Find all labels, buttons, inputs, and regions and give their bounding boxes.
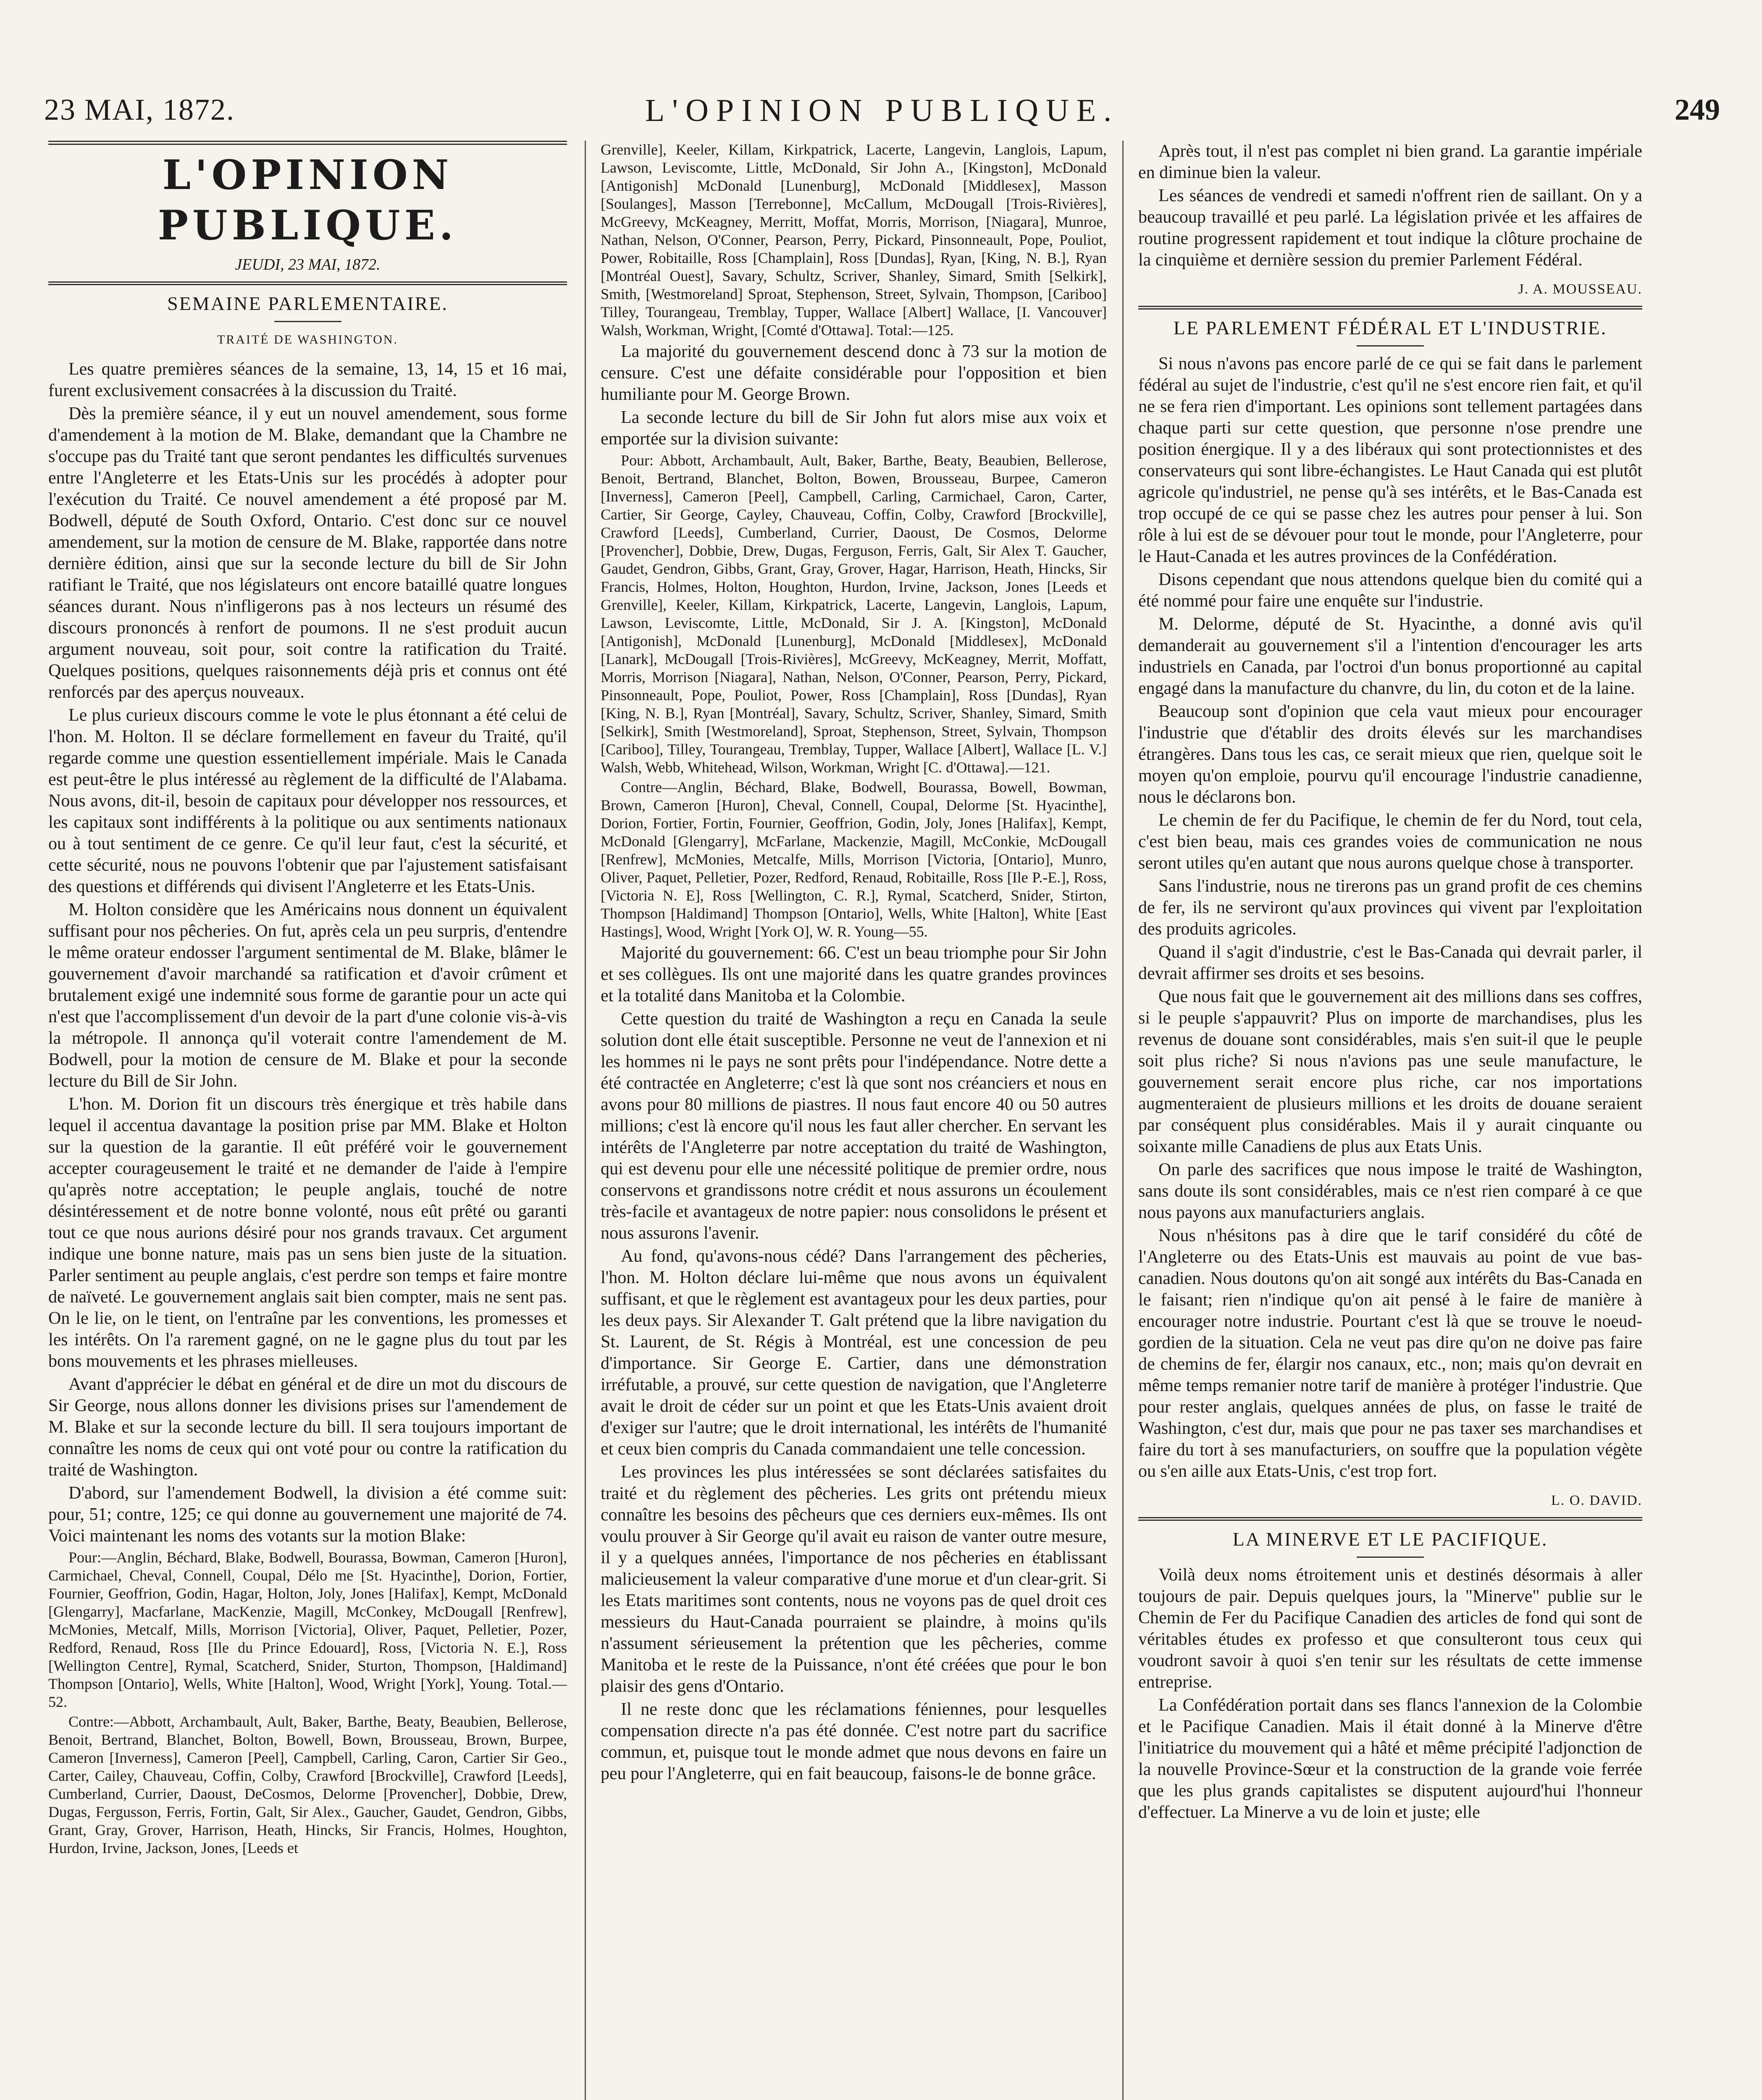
paragraph: Sans l'industrie, nous ne tirerons pas un grand profit de ces chemins de fer, ils ne serviront qu'aux provinces qui vivent par l'exploitation des produits agricoles. <box>1138 877 1642 939</box>
double-rule <box>48 281 567 285</box>
paragraph: Il ne reste donc que les réclamations féniennes, pour lesquelles compensation directe n'a pas été donnée. C'est notre part du sacrifice commun, et, puisque tout le monde admet que nous devons en faire un peu pour l'Angleterre, qui en fait beaucoup, faisons-le de bonne grâce. <box>601 1700 1107 1783</box>
vote-list-contre: Contre:—Abbott, Archambault, Ault, Baker, Barthe, Beaty, Beaubien, Bellerose, Benoit, Bertrand, Blanchet, Bolton, Bowell, Bown, Brousseau, Brown, Burpee, Cameron [Inverness], Cameron [Peel], Campbell, Carling, Caron, Cartier Sir Geo., Carter, Cailey, Chauveau, Coffin, Colby, Crawford [Brockville], Crawford [Leeds], Cumberland, Currier, Daoust, DeCosmos, Delorme [Provencher], Dobbie, Drew, Dugas, Fergusson, Ferris, Fortin, Galt, Sir Alex., Gaucher, Gaudet, Gendron, Gibbs, Grant, Gray, Grover, Harrison, Heath, Hincks, Sir Francis, Holmes, Houghton, Hurdon, Irvine, Jackson, Jones, [Leeds et <box>48 1713 567 1856</box>
paragraph: Les provinces les plus intéressées se sont déclarées satisfaites du traité et du règlement des pêcheries. Les grits ont prétendu mieux connaître les besoins des pêcheurs que ces derniers eux-mêmes. Ils ont voulu prouver à Sir George qu'il avait eu raison de vanter outre mesure, il y a quelques années, l'importance de nos pêcheries en établissant malicieusement la valeur comparative d'une morue et d'un clear-grit. Si les Etats maritimes sont contents, nous ne voyons pas de quel droit ces messieurs du Haut-Canada pourraient se plaindre, à moins qu'ils n'assument sérieusement la prétention que les pêcheries, comme Manitoba et le reste de la Puissance, n'ont été créées que pour le bon plaisir des gens d'Ontario. <box>601 1462 1107 1696</box>
paragraph: Voilà deux noms étroitement unis et destinés désormais à aller toujours de pair. Depuis quelques jours, la "Minerve" publie sur le Chemin de Fer du Pacifique Canadien des articles de fond qui sont de véritables études ex professo et que consulteront tous ceux qui voudront savoir à quoi s'en tenir sur les résultats de cette immense entreprise. <box>1138 1565 1642 1692</box>
double-rule <box>1138 306 1642 310</box>
paragraph: Après tout, il n'est pas complet ni bien grand. La garantie impériale en diminue bien la valeur. <box>1138 142 1642 182</box>
paragraph: Avant d'apprécier le débat en général et de dire un mot du discours de Sir George, nous allons donner les divisions prises sur l'amendement de M. Blake et sur la seconde lecture du bill. Il sera toujours important de connaître les noms de ceux qui ont voté pour ou contre la ratification du traité de Washington. <box>48 1375 567 1480</box>
paragraph: Disons cependant que nous attendons quelque bien du comité qui a été nommé pour faire une enquête sur l'industrie. <box>1138 570 1642 611</box>
section-title: SEMAINE PARLEMENTAIRE. <box>167 293 448 314</box>
vote-list-pour: Pour: Abbott, Archambault, Ault, Baker, Barthe, Beaty, Beaubien, Bellerose, Benoit, Bertrand, Blanchet, Bolton, Bowen, Brousseau, Burpee, Cameron [Inverness], Cameron [Peel], Campbell, Carling, Carmichael, Caron, Carter, Cartier, Sir George, Cayley, Chauveau, Coffin, Colby, Crawford [Brockville], Crawford [Leeds], Cumberland, Currier, Daoust, De Cosmos, Delorme [Provencher], Dobbie, Drew, Dugas, Ferguson, Ferris, Galt, Sir Alex T. Gaucher, Gaudet, Gendron, Gibbs, Grant, Gray, Grover, Hagar, Harrison, Heath, Hincks, Sir Francis, Holmes, Holton, Houghton, Hurdon, Irvine, Jackson, Jones [Leeds et Grenville], Keeler, Killam, Kirkpatrick, Lacerte, Langevin, Langlois, Lapum, Lawson, Leviscomte, Little, McDonald, Sir J. A. [Kingston], McDonald [Antigonish], McDonald [Lunenburg], McDonald [Middlesex], McDonald [Lanark], McDougall [Trois-Rivières], McGreevy, McKeagney, Merrit, Moffatt, Morris, Morrison [Niagara], Nathan, Nelson, O'Conner, Pearson, Perry, Pickard, Pinsonneault, Pope, Pouliot, Power, Ross [Champlain], Ross [Dundas], Ryan [King, N. B.], Ryan [Montréal], Savary, Schultz, Scriver, Shanley, Simard, Smith [Selkirk], Smith [Westmoreland], Sproat, Stephenson, Street, Sylvain, Thompson [Cariboo], Tilley, Tourangeau, Tremblay, Tupper, Wallace [Albert], Wallace [L. V.] Walsh, Webb, Whitehead, Wilson, Workman, Wright [C. d'Ottawa].—121. <box>601 452 1107 776</box>
issue-date: JEUDI, 23 MAI, 1872. <box>235 256 381 273</box>
paragraph: Nous n'hésitons pas à dire que le tarif considéré du côté de l'Angleterre ou des Etats-Unis est mauvais au point de vue bas-canadien. Nous doutons qu'on ait songé aux intérêts du Bas-Canada en le faisant; rien n'indique qu'on ait pensé à le faire de manière à encourager notre industrie. Pourtant c'est là que se trouve le noeud-gordien de la situation. Cela ne veut pas dire qu'on ne doive pas faire de chemins de fer, élargir nos canaux, etc., non; mais qu'on devrait en même temps remanier notre tarif de manière à protéger l'industrie. Que pour rester anglais, quelques années de plus, on fasse le traité de Washington, c'est dur, mais que pour ne pas taxer ses marchandises et faire du tort à ses manufacturiers, on souffre que la population végète ou s'en aille aux Etats-Unis, c'est trop fort. <box>1138 1226 1642 1481</box>
short-rule <box>1357 345 1424 346</box>
paragraph: Cette question du traité de Washington a reçu en Canada la seule solution dont elle était susceptible. Personne ne veut de l'annexion et ni les hommes ni le pays ne sont prêts pour l'indépendance. Notre dette a été contractée en Angleterre; c'est là que sont nos créanciers et nous en avons pour 80 millions de piastres. Il nous faut encore 40 ou 50 autres millions; c'est là encore qu'il nous les faut aller chercher. En servant les intérêts de l'Angleterre par notre acceptation du traité de Washington, qui est devenu pour elle une nécessité politique de premier ordre, nous conservons et grandissons notre crédit et nous assurons un écoulement très-facile et avantageux de notre papier: nous consolidons le présent et nous assurons l'avenir. <box>601 1009 1107 1243</box>
paragraph: Si nous n'avons pas encore parlé de ce qui se fait dans le parlement fédéral au sujet de l'industrie, c'est qu'il ne s'est encore rien fait, et qu'il ne se fera rien d'important. Les opinions sont tellement partagées dans chaque parti sur cette question, que personne n'ose prendre une position énergique. Il y a des libéraux qui sont protectionnistes et des conservateurs qui sont libre-échangistes. Le Haut Canada qui est plutôt agricole qu'industriel, ne pense qu'à ses intérêts, et le Bas-Canada est trop occupé de ce qui se passe chez les autres pour penser à lui. Son rôle à lui est de se dévouer pour tout le monde, pour l'Angleterre, pour le Haut-Canada et les autres provinces de la Confédération. <box>1138 354 1642 566</box>
column-2 <box>601 141 1107 2100</box>
section-title: LA MINERVE ET LE PACIFIQUE. <box>1232 1528 1548 1550</box>
paragraph: M. Delorme, député de St. Hyacinthe, a donné avis qu'il demanderait au gouvernement s'il a l'intention d'encourager les arts industriels en Canada, par l'octroi d'un bonus proportionné au capital engagé dans la manufacture du chanvre, du lin, du coton et de la laine. <box>1138 614 1642 698</box>
paragraph: Au fond, qu'avons-nous cédé? Dans l'arrangement des pêcheries, l'hon. M. Holton déclare lui-même que nous avons un équivalent suffisant, et que le règlement est avantageux pour les deux parties, pour les deux pays. Sir Alexander T. Galt prétend que la libre navigation du St. Laurent, de St. Régis à Montréal, est une concession de peu d'importance. Sir George E. Cartier, dans une démonstration irréfutable, a prouvé, sur cette question de navigation, que l'Angleterre avait le droit de céder sur un point et que les Etats-Unis avaient droit d'exiger sur l'autre; que le droit international, les intérêts de l'humanité et ceux bien compris du Canada commandaient une telle concession. <box>601 1247 1107 1459</box>
paragraph: L'hon. M. Dorion fit un discours très énergique et très habile dans lequel il accentua davantage la position prise par MM. Blake et Holton sur la question de la garantie. Il eût préféré voir le gouvernement accepter courageusement le traité et ne demander de l'aide à l'empire qu'après notre acceptation; le peuple anglais, touché de notre désintéressement et de notre bonne volonté, nous eût prêté ou garanti tout ce que nous aurions désiré pour nos grands travaux. Cet argument indique une bonne nature, mais pas un sens bien juste de la situation. Parler sentiment au peuple anglais, c'est perdre son temps et faire montre de naïveté. Le gouvernement anglais sait bien compter, mais ne sent pas. On le lie, on le tient, on l'entraîne par les conventions, les promesses et les intérêts. On l'a rarement gagné, on ne le gagne plus du tout par les bons mouvements et les phrases mielleuses. <box>48 1095 567 1371</box>
signature: J. A. MOUSSEAU. <box>1518 281 1642 297</box>
column-divider <box>585 141 586 2100</box>
header-title: L'OPINION PUBLIQUE. <box>645 93 1119 128</box>
vote-list-contre: Contre—Anglin, Béchard, Blake, Bodwell, Bourassa, Bowell, Bowman, Brown, Cameron [Huron], Cheval, Connell, Coupal, Delorme [St. Hyacinthe], Dorion, Fortier, Fortin, Fournier, Geoffrion, Godin, Joly, Jones [Halifax], Kempt, McDonald [Glengarry], McFarlane, Mackenzie, Magill, McConkie, McDougall [Renfrew], McMonies, Metcalfe, Mills, Morrison [Victoria, [Ontario], Munro, Oliver, Paquet, Pelletier, Pozer, Redford, Renaud, Robitaille, Ross [Ile P.-E.], Ross, [Victoria N. E], Ross [Wellington, C. R.], Rymal, Scatcherd, Snider, Stirton, Thompson [Haldimand] Thompson [Ontario], Wells, White [Halton], White [East Hastings], Wood, Wright [York O], W. R. Young—55. <box>601 779 1107 940</box>
paragraph: La majorité du gouvernement descend donc à 73 sur la motion de censure. C'est une défaite considérable pour l'opposition et bien humiliante pour M. George Brown. <box>601 342 1107 404</box>
column-1 <box>48 141 567 2100</box>
short-rule <box>1357 1557 1424 1558</box>
paragraph: Quand il s'agit d'industrie, c'est le Bas-Canada qui devrait parler, il devrait affirmer ses droits et ses besoins. <box>1138 942 1642 983</box>
paragraph: On parle des sacrifices que nous impose le traité de Washington, sans doute ils sont considérables, mais ce n'est rien comparé à ce que nous payons aux manufacturiers anglais. <box>1138 1160 1642 1222</box>
paragraph: D'abord, sur l'amendement Bodwell, la division a été comme suit: pour, 51; contre, 125; ce qui donne au gouvernement une majorité de 74. Voici maintenant les noms des votants sur la motion Blake: <box>48 1483 567 1546</box>
paragraph: Majorité du gouvernement: 66. C'est un beau triomphe pour Sir John et ses collègues. Ils ont une majorité dans les quatre grandes provinces et la totalité dans Manitoba et la Colombie. <box>601 943 1107 1005</box>
section-subhead: TRAITÉ DE WASHINGTON. <box>217 333 399 346</box>
paragraph: Beaucoup sont d'opinion que cela vaut mieux pour encourager l'industrie que d'établir des droits élevés sur les marchandises étrangères. Dans tous les cas, ce serait mieux que rien, quelque soit le moyen qu'on emploie, pourvu qu'il encourage l'industrie canadienne, nous le déclarons bon. <box>1138 702 1642 807</box>
page-header <box>44 88 1720 139</box>
section-title: LE PARLEMENT FÉDÉRAL ET L'INDUSTRIE. <box>1173 317 1607 339</box>
signature: L. O. DAVID. <box>1551 1493 1642 1508</box>
paragraph: Les séances de vendredi et samedi n'offrent rien de saillant. On y a beaucoup travaillé et peu parlé. La législation privée et les affaires de routine progressent rapidement et tout indique la clôture prochaine de la cinquième et dernière session du premier Parlement Fédéral. <box>1138 186 1642 270</box>
paragraph: La Confédération portait dans ses flancs l'annexion de la Colombie et le Pacifique Canadien. Mais il était donné à la Minerve d'être l'initiatrice du mouvement qui a hâté et même précipité l'adjonction de la nouvelle Province-Sœur et la construction de la grande voie ferrée que les plus grands capitalistes se disputent aujourd'hui l'honneur d'effectuer. La Minerve a vu de loin et juste; elle <box>1138 1696 1642 1822</box>
vote-list-continued: Grenville], Keeler, Killam, Kirkpatrick, Lacerte, Langevin, Langlois, Lapum, Lawson, Leviscomte, Little, McDonald, Sir John A., [Kingston], McDonald [Antigonish] McDonald [Lunenburg], McDonald [Middlesex], Masson [Soulanges], Masson [Terrebonne], McCallum, McDougall [Trois-Rivières], McGreevy, McKeagney, Merritt, Moffat, Morris, Morrison, [Niagara], Munroe, Nathan, Nelson, O'Conner, Pearson, Perry, Pickard, Pinsonneault, Pope, Pouliot, Power, Robitaille, Ross [Champlain], Ross [Dundas], Ryan, [King, N. B.], Ryan [Montréal Ouest], Savary, Schultz, Scriver, Shanley, Simard, Smith [Selkirk], Smith, [Westmoreland] Sproat, Stephenson, Street, Sylvain, Thompson, [Cariboo] Tilley, Tourangeau, Tremblay, Tupper, Wallace [Albert] Wallace, [I. Vancouver] Walsh, Workman, Wright, [Comté d'Ottawa]. Total:—125. <box>601 141 1107 339</box>
paragraph: M. Holton considère que les Américains nous donnent un équivalent suffisant pour nos pêcheries. On fut, après cela un peu surpris, d'entendre le même orateur endosser l'argument sentimental de M. Blake, blâmer le gouvernement d'avoir marchandé sa ratification et d'avoir crûment et brutalement exigé une indemnité sous forme de garantie pour un acte qui n'est que l'accomplissement d'un devoir de la part d'une colonie vis-à-vis la métropole. Il annonça qu'il voterait contre l'amendement de M. Bodwell, pour la motion de censure de M. Blake et pour la seconde lecture du Bill de Sir John. <box>48 900 567 1091</box>
double-rule <box>1138 1517 1642 1521</box>
paragraph: Dès la première séance, il y eut un nouvel amendement, sous forme d'amendement à la motion de M. Blake, demandant que la Chambre ne s'occupe pas du Traité tant que seront pendantes les difficultés survenues entre l'Angleterre et les Etats-Unis sur les procédés à adopter pour l'exécution du Traité. Ce nouvel amendement a été proposé par M. Bodwell, député de South Oxford, Ontario. C'est donc sur ce nouvel amendement, sur la motion de censure de M. Blake, rapportée dans notre dernière édition, ainsi que sur la seconde lecture du bill de Sir John ratifiant le Traité, que nos législateurs ont encore bataillé quatre longues séances durant. Nous n'infligerons pas à nos lecteurs un résumé des discours prononcés à renfort de poumons. Il ne s'est produit aucun argument nouveau, soit pour, soit contre la ratification du Traité. Quelques positions, quelques raisonnements déjà pris et connus ont été renforcés par des aperçus nouveaux. <box>48 404 567 702</box>
column-3 <box>1138 141 1642 2100</box>
vote-list-pour: Pour:—Anglin, Béchard, Blake, Bodwell, Bourassa, Bowman, Cameron [Huron], Carmichael, Cheval, Connell, Coupal, Délo me [St. Hyacinthe], Dorion, Fortier, Fournier, Geoffrion, Godin, Hagar, Holton, Joly, Jones [Halifax], Kempt, McDonald [Glengarry], Macfarlane, MacKenzie, Magill, McConkey, McDougall [Renfrew], McMonies, Metcalf, Mills, Morrison [Victoria], Oliver, Paquet, Pelletier, Pozer, Redford, Renaud, Ross [Ile du Prince Edouard], Ross, [Victoria N. E.], Ross [Wellington Centre], Rymal, Scatcherd, Snider, Sturton, Thompson, [Haldimand] Thompson [Ontario], Wells, White [Halton], Wood, Wright [York], Young. Total.—52. <box>48 1549 567 1710</box>
masthead: L'OPINION PUBLIQUE. <box>48 141 567 251</box>
page-number: 249 <box>1675 93 1720 126</box>
short-rule <box>274 321 341 322</box>
paragraph: Que nous fait que le gouvernement ait des millions dans ses coffres, si le peuple s'appauvrit? Plus on importe de marchandises, plus les revenus de douane sont considérables, mais s'en suit-il que le peuple soit plus riche? Si nous n'avions pas une seule manufacture, le gouvernement serait encore plus riche, car nos importations augmenteraient de plusieurs millions et les droits de douane seraient par conséquent plus considérables. Mais il y aurait cinquante ou soixante mille Canadiens de plus aux Etats Unis. <box>1138 987 1642 1156</box>
column-divider <box>1122 141 1124 2100</box>
paragraph: Les quatre premières séances de la semaine, 13, 14, 15 et 16 mai, furent exclusivement consacrées à la discussion du Traité. <box>48 360 567 400</box>
paragraph: Le plus curieux discours comme le vote le plus étonnant a été celui de l'hon. M. Holton. Il se déclare formellement en faveur du Traité, qu'il regarde comme une question essentiellement impériale. Mais le Canada est peut-être le plus intéressé au règlement de la difficulté de l'Alabama. Nous avons, dit-il, besoin de capitaux pour développer nos ressources, et les capitaux sont indifférents à la politique ou aux sentiments nationaux ou à tout sentiment de ce genre. Ce qu'il leur faut, c'est la sécurité, et cette sécurité, nous ne pouvons l'obtenir que par l'ajustement satisfaisant des questions et différends qui divisent l'Angleterre et les Etats-Unis. <box>48 706 567 896</box>
header-date: 23 MAI, 1872. <box>44 93 235 126</box>
paragraph: La seconde lecture du bill de Sir John fut alors mise aux voix et emportée sur la division suivante: <box>601 408 1107 449</box>
paragraph: Le chemin de fer du Pacifique, le chemin de fer du Nord, tout cela, c'est bien beau, mais ces grandes voies de communication ne nous seront utiles qu'en autant que nous aurons quelque chose à transporter. <box>1138 811 1642 873</box>
